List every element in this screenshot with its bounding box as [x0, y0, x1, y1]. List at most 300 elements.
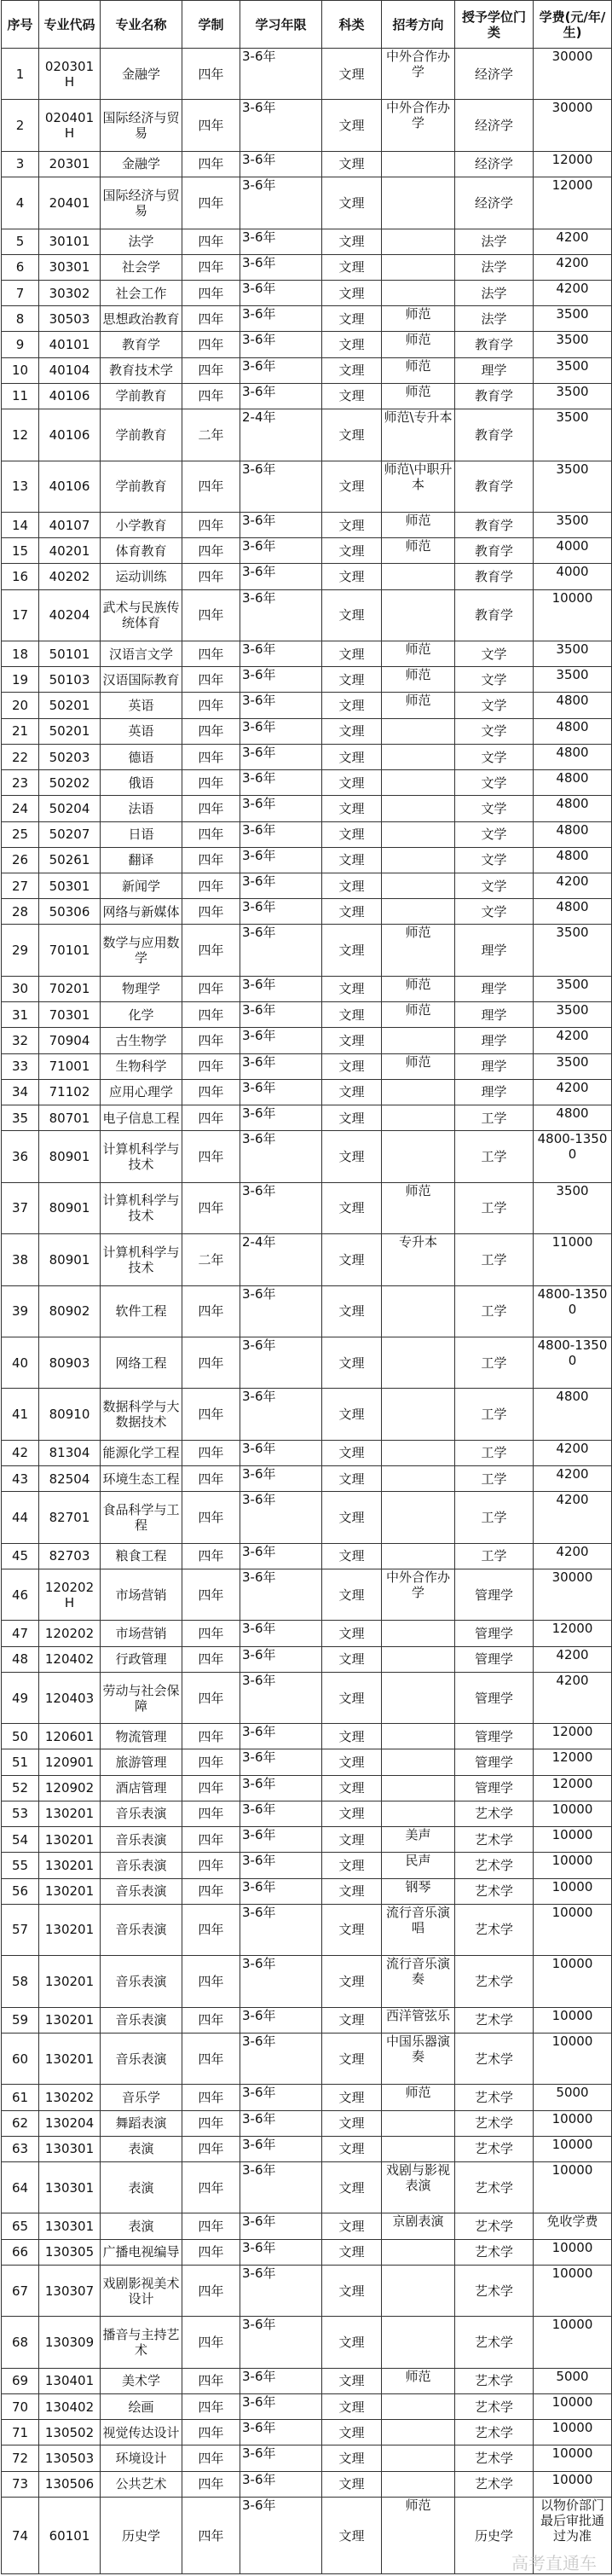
cell-years: 3-6年 — [240, 1672, 322, 1723]
cell-direction: 中外合作办学 — [382, 49, 455, 100]
cell-direction: 师范\中职升本 — [382, 461, 455, 512]
cell-years: 3-6年 — [240, 229, 322, 254]
cell-years: 3-6年 — [240, 2110, 322, 2136]
cell-fee: 10000 — [534, 2317, 612, 2368]
cell-name: 德语 — [101, 744, 182, 769]
table-row — [2, 770, 612, 796]
cell-num: 10 — [2, 357, 39, 383]
cell-category: 艺术学 — [455, 2161, 534, 2213]
cell-name: 运动训练 — [101, 564, 182, 589]
cell-name: 表演 — [101, 2136, 182, 2161]
cell-length: 四年 — [182, 641, 240, 667]
cell-years: 3-6年 — [240, 1492, 322, 1543]
header-length: 学制 — [182, 1, 240, 49]
header-num: 序号 — [2, 1, 39, 49]
cell-length: 四年 — [182, 1028, 240, 1053]
cell-years: 3-6年 — [240, 1182, 322, 1233]
cell-length: 四年 — [182, 2420, 240, 2445]
cell-num: 59 — [2, 2007, 39, 2033]
table-row — [2, 383, 612, 409]
cell-years: 3-6年 — [240, 770, 322, 796]
cell-fee: 30000 — [534, 1569, 612, 1620]
cell-category: 工学 — [455, 1389, 534, 1440]
cell-fee: 4200 — [534, 1646, 612, 1672]
cell-years: 2-4年 — [240, 409, 322, 461]
cell-category: 艺术学 — [455, 2368, 534, 2393]
majors-table — [1, 0, 612, 2574]
cell-category: 教育学 — [455, 332, 534, 357]
cell-fee: 4800 — [534, 693, 612, 718]
cell-direction: 中外合作办学 — [382, 1569, 455, 1620]
table-row — [2, 1853, 612, 1878]
cell-code: 130201 — [39, 1853, 101, 1878]
cell-fee: 4800 — [534, 744, 612, 769]
cell-years: 3-6年 — [240, 2213, 322, 2239]
cell-num: 71 — [2, 2420, 39, 2445]
cell-length: 四年 — [182, 2110, 240, 2136]
cell-subject: 文理 — [322, 1801, 382, 1826]
cell-code: 40106 — [39, 383, 101, 409]
cell-subject: 文理 — [322, 1389, 382, 1440]
cell-direction — [382, 821, 455, 847]
cell-fee: 12000 — [534, 1621, 612, 1646]
cell-direction — [382, 564, 455, 589]
cell-subject: 文理 — [322, 2368, 382, 2393]
cell-num: 9 — [2, 332, 39, 357]
cell-name: 戏剧影视美术设计 — [101, 2265, 182, 2316]
cell-category: 艺术学 — [455, 1956, 534, 2007]
cell-direction — [382, 1724, 455, 1749]
cell-code: 130201 — [39, 1827, 101, 1853]
cell-name: 广播电视编导 — [101, 2239, 182, 2265]
cell-num: 21 — [2, 718, 39, 744]
cell-years: 3-6年 — [240, 1105, 322, 1130]
cell-category: 教育学 — [455, 512, 534, 537]
cell-code: 50202 — [39, 770, 101, 796]
cell-subject: 文理 — [322, 847, 382, 873]
cell-subject: 文理 — [322, 564, 382, 589]
cell-name: 舞蹈表演 — [101, 2110, 182, 2136]
cell-length: 四年 — [182, 1801, 240, 1826]
cell-years: 3-6年 — [240, 899, 322, 925]
cell-subject: 文理 — [322, 1672, 382, 1723]
cell-years: 3-6年 — [240, 2136, 322, 2161]
cell-fee: 3500 — [534, 461, 612, 512]
cell-category: 历史学 — [455, 2497, 534, 2574]
table-row — [2, 280, 612, 305]
cell-category: 管理学 — [455, 1621, 534, 1646]
cell-name: 应用心理学 — [101, 1079, 182, 1105]
cell-code: 130307 — [39, 2265, 101, 2316]
cell-code: 80901 — [39, 1234, 101, 1285]
table-row — [2, 1466, 612, 1492]
cell-subject: 文理 — [322, 2265, 382, 2316]
cell-direction: 师范 — [382, 1002, 455, 1028]
cell-name: 数学与应用数学 — [101, 925, 182, 976]
cell-category: 艺术学 — [455, 1853, 534, 1878]
cell-category: 文学 — [455, 847, 534, 873]
cell-name: 美术学 — [101, 2368, 182, 2393]
cell-category: 管理学 — [455, 1672, 534, 1723]
cell-fee: 10000 — [534, 1827, 612, 1853]
cell-fee: 10000 — [534, 2136, 612, 2161]
cell-direction — [382, 2110, 455, 2136]
cell-length: 四年 — [182, 1337, 240, 1388]
table-row — [2, 2213, 612, 2239]
cell-name: 汉语言文学 — [101, 641, 182, 667]
cell-num: 62 — [2, 2110, 39, 2136]
cell-num: 70 — [2, 2393, 39, 2419]
cell-code: 30101 — [39, 229, 101, 254]
cell-name: 电子信息工程 — [101, 1105, 182, 1130]
cell-length: 四年 — [182, 306, 240, 332]
cell-code: 80903 — [39, 1337, 101, 1388]
cell-category: 理学 — [455, 976, 534, 1001]
cell-direction: 师范 — [382, 1182, 455, 1233]
cell-code: 130204 — [39, 2110, 101, 2136]
table-row — [2, 1569, 612, 1620]
cell-direction — [382, 280, 455, 305]
cell-num: 11 — [2, 383, 39, 409]
cell-category: 文学 — [455, 744, 534, 769]
cell-fee: 4000 — [534, 538, 612, 564]
cell-years: 3-6年 — [240, 1285, 322, 1337]
cell-subject: 文理 — [322, 280, 382, 305]
cell-length: 四年 — [182, 1492, 240, 1543]
cell-subject: 文理 — [322, 899, 382, 925]
cell-num: 48 — [2, 1646, 39, 1672]
header-years: 学习年限 — [240, 1, 322, 49]
cell-category: 工学 — [455, 1182, 534, 1233]
cell-code: 120403 — [39, 1672, 101, 1723]
cell-category: 文学 — [455, 693, 534, 718]
cell-name: 音乐表演 — [101, 2033, 182, 2084]
cell-years: 3-6年 — [240, 512, 322, 537]
watermark: 高考直通车 — [511, 2553, 597, 2573]
cell-direction: 京剧表演 — [382, 2213, 455, 2239]
cell-fee: 4800-13500 — [534, 1131, 612, 1182]
cell-num: 14 — [2, 512, 39, 537]
cell-fee: 4200 — [534, 280, 612, 305]
cell-name: 法语 — [101, 796, 182, 821]
cell-num: 5 — [2, 229, 39, 254]
cell-fee: 10000 — [534, 1853, 612, 1878]
cell-category: 工学 — [455, 1234, 534, 1285]
cell-subject: 文理 — [322, 693, 382, 718]
table-row — [2, 2445, 612, 2471]
cell-subject: 文理 — [322, 1904, 382, 1955]
cell-fee: 4200 — [534, 1672, 612, 1723]
cell-years: 3-6年 — [240, 2085, 322, 2110]
cell-direction — [382, 1543, 455, 1569]
table-row — [2, 1079, 612, 1105]
cell-code: 20401 — [39, 177, 101, 229]
table-row — [2, 512, 612, 537]
cell-subject: 文理 — [322, 1105, 382, 1130]
cell-num: 47 — [2, 1621, 39, 1646]
cell-fee: 4200 — [534, 254, 612, 280]
cell-years: 3-6年 — [240, 1724, 322, 1749]
cell-subject: 文理 — [322, 538, 382, 564]
table-row — [2, 821, 612, 847]
table-row — [2, 100, 612, 151]
cell-num: 45 — [2, 1543, 39, 1569]
cell-subject: 文理 — [322, 1956, 382, 2007]
cell-fee: 10000 — [534, 1801, 612, 1826]
cell-num: 34 — [2, 1079, 39, 1105]
table-row — [2, 2471, 612, 2497]
table-row — [2, 744, 612, 769]
table-row — [2, 1440, 612, 1465]
table-row — [2, 1801, 612, 1826]
cell-length: 二年 — [182, 1234, 240, 1285]
cell-fee: 3500 — [534, 641, 612, 667]
cell-code: 30503 — [39, 306, 101, 332]
cell-category: 艺术学 — [455, 2471, 534, 2497]
cell-subject: 文理 — [322, 1466, 382, 1492]
cell-name: 武术与民族传统体育 — [101, 589, 182, 641]
cell-num: 65 — [2, 2213, 39, 2239]
cell-category: 文学 — [455, 667, 534, 693]
cell-code: 80910 — [39, 1389, 101, 1440]
cell-length: 四年 — [182, 796, 240, 821]
cell-num: 41 — [2, 1389, 39, 1440]
table-row — [2, 2007, 612, 2033]
cell-num: 46 — [2, 1569, 39, 1620]
cell-name: 音乐学 — [101, 2085, 182, 2110]
cell-fee: 3500 — [534, 409, 612, 461]
cell-category: 文学 — [455, 899, 534, 925]
cell-num: 55 — [2, 1853, 39, 1878]
table-row — [2, 1956, 612, 2007]
cell-category: 工学 — [455, 1543, 534, 1569]
table-row — [2, 306, 612, 332]
table-row — [2, 1492, 612, 1543]
cell-length: 四年 — [182, 461, 240, 512]
cell-years: 3-6年 — [240, 1904, 322, 1955]
cell-category: 工学 — [455, 1285, 534, 1337]
cell-fee: 免收学费 — [534, 2213, 612, 2239]
cell-code: 30301 — [39, 254, 101, 280]
cell-code: 50207 — [39, 821, 101, 847]
cell-subject: 文理 — [322, 2161, 382, 2213]
cell-length: 四年 — [182, 1440, 240, 1465]
cell-fee: 3500 — [534, 925, 612, 976]
cell-subject: 文理 — [322, 1131, 382, 1182]
cell-code: 50261 — [39, 847, 101, 873]
cell-fee: 4800 — [534, 718, 612, 744]
cell-years: 3-6年 — [240, 177, 322, 229]
cell-fee: 3500 — [534, 357, 612, 383]
cell-name: 音乐表演 — [101, 1853, 182, 1878]
cell-direction: 流行音乐演唱 — [382, 1904, 455, 1955]
cell-fee: 以物价部门最后审批通过为准 — [534, 2497, 612, 2574]
cell-name: 教育学 — [101, 332, 182, 357]
cell-years: 3-6年 — [240, 2007, 322, 2033]
cell-code: 82703 — [39, 1543, 101, 1569]
cell-subject: 文理 — [322, 1621, 382, 1646]
cell-code: 120901 — [39, 1749, 101, 1775]
cell-category: 教育学 — [455, 383, 534, 409]
cell-direction — [382, 1105, 455, 1130]
cell-direction — [382, 718, 455, 744]
table-row — [2, 1002, 612, 1028]
cell-num: 6 — [2, 254, 39, 280]
cell-years: 3-6年 — [240, 2393, 322, 2419]
cell-fee: 11000 — [534, 1234, 612, 1285]
cell-subject: 文理 — [322, 2420, 382, 2445]
cell-code: 80901 — [39, 1131, 101, 1182]
cell-category: 法学 — [455, 254, 534, 280]
cell-num: 72 — [2, 2445, 39, 2471]
cell-years: 3-6年 — [240, 357, 322, 383]
cell-subject: 文理 — [322, 1853, 382, 1878]
cell-subject: 文理 — [322, 461, 382, 512]
table-row — [2, 873, 612, 899]
cell-category: 文学 — [455, 873, 534, 899]
cell-subject: 文理 — [322, 2033, 382, 2084]
cell-code: 20301 — [39, 151, 101, 177]
cell-subject: 文理 — [322, 49, 382, 100]
cell-direction: 民声 — [382, 1853, 455, 1878]
table-row — [2, 254, 612, 280]
cell-category: 艺术学 — [455, 2085, 534, 2110]
cell-direction: 专升本 — [382, 1234, 455, 1285]
cell-length: 四年 — [182, 229, 240, 254]
cell-name: 视觉传达设计 — [101, 2420, 182, 2445]
cell-code: 120601 — [39, 1724, 101, 1749]
cell-length: 四年 — [182, 100, 240, 151]
header-direction: 招考方向 — [382, 1, 455, 49]
cell-category: 艺术学 — [455, 1827, 534, 1853]
cell-code: 80701 — [39, 1105, 101, 1130]
cell-fee: 3500 — [534, 383, 612, 409]
cell-code: 020401H — [39, 100, 101, 151]
cell-code: 70301 — [39, 1002, 101, 1028]
cell-category: 艺术学 — [455, 2393, 534, 2419]
cell-subject: 文理 — [322, 976, 382, 1001]
cell-name: 物流管理 — [101, 1724, 182, 1749]
cell-length: 四年 — [182, 718, 240, 744]
cell-name: 法学 — [101, 229, 182, 254]
cell-direction — [382, 1466, 455, 1492]
cell-years: 3-6年 — [240, 461, 322, 512]
cell-code: 50201 — [39, 718, 101, 744]
table-row — [2, 1182, 612, 1233]
cell-subject: 文理 — [322, 1002, 382, 1028]
cell-num: 54 — [2, 1827, 39, 1853]
cell-length: 四年 — [182, 693, 240, 718]
cell-length: 四年 — [182, 538, 240, 564]
cell-direction: 中外合作办学 — [382, 100, 455, 151]
cell-category: 艺术学 — [455, 2213, 534, 2239]
cell-years: 3-6年 — [240, 100, 322, 151]
cell-num: 4 — [2, 177, 39, 229]
cell-category: 艺术学 — [455, 2420, 534, 2445]
cell-years: 3-6年 — [240, 1466, 322, 1492]
cell-category: 工学 — [455, 1131, 534, 1182]
cell-code: 80902 — [39, 1285, 101, 1337]
cell-category: 理学 — [455, 1002, 534, 1028]
cell-direction: 戏剧与影视表演 — [382, 2161, 455, 2213]
cell-name: 食品科学与工程 — [101, 1492, 182, 1543]
cell-length: 四年 — [182, 2136, 240, 2161]
cell-name: 环境设计 — [101, 2445, 182, 2471]
table-row — [2, 1543, 612, 1569]
cell-length: 四年 — [182, 2033, 240, 2084]
cell-fee: 4800 — [534, 847, 612, 873]
cell-length: 四年 — [182, 151, 240, 177]
cell-length: 四年 — [182, 1878, 240, 1904]
cell-num: 25 — [2, 821, 39, 847]
cell-years: 3-6年 — [240, 744, 322, 769]
cell-num: 42 — [2, 1440, 39, 1465]
table-row — [2, 1053, 612, 1079]
cell-years: 3-6年 — [240, 1621, 322, 1646]
cell-subject: 文理 — [322, 512, 382, 537]
cell-length: 二年 — [182, 409, 240, 461]
cell-fee: 10000 — [534, 589, 612, 641]
cell-direction — [382, 2471, 455, 2497]
cell-code: 50201 — [39, 693, 101, 718]
cell-code: 82504 — [39, 1466, 101, 1492]
cell-subject: 文理 — [322, 1492, 382, 1543]
cell-code: 40106 — [39, 409, 101, 461]
cell-category: 艺术学 — [455, 2239, 534, 2265]
cell-code: 130502 — [39, 2420, 101, 2445]
cell-category: 教育学 — [455, 538, 534, 564]
cell-length: 四年 — [182, 2161, 240, 2213]
cell-length: 四年 — [182, 1131, 240, 1182]
cell-length: 四年 — [182, 1956, 240, 2007]
cell-name: 公共艺术 — [101, 2471, 182, 2497]
cell-direction — [382, 873, 455, 899]
cell-name: 市场营销 — [101, 1569, 182, 1620]
cell-code: 40202 — [39, 564, 101, 589]
cell-direction — [382, 1801, 455, 1826]
cell-direction: 西洋管弦乐 — [382, 2007, 455, 2033]
cell-code: 130301 — [39, 2136, 101, 2161]
cell-num: 1 — [2, 49, 39, 100]
table-header-row — [2, 1, 612, 49]
cell-length: 四年 — [182, 1904, 240, 1955]
cell-category: 艺术学 — [455, 2007, 534, 2033]
cell-category: 艺术学 — [455, 2445, 534, 2471]
cell-years: 3-6年 — [240, 564, 322, 589]
cell-direction — [382, 2136, 455, 2161]
cell-direction — [382, 151, 455, 177]
cell-direction — [382, 589, 455, 641]
cell-subject: 文理 — [322, 925, 382, 976]
cell-fee: 3500 — [534, 976, 612, 1001]
cell-name: 旅游管理 — [101, 1749, 182, 1775]
cell-direction — [382, 2265, 455, 2316]
cell-num: 7 — [2, 280, 39, 305]
cell-code: 130301 — [39, 2213, 101, 2239]
cell-name: 劳动与社会保障 — [101, 1672, 182, 1723]
cell-num: 22 — [2, 744, 39, 769]
cell-num: 23 — [2, 770, 39, 796]
cell-subject: 文理 — [322, 2085, 382, 2110]
cell-code: 71102 — [39, 1079, 101, 1105]
cell-length: 四年 — [182, 564, 240, 589]
cell-years: 3-6年 — [240, 976, 322, 1001]
cell-fee: 4200 — [534, 1440, 612, 1465]
cell-code: 71001 — [39, 1053, 101, 1079]
cell-direction: 中国乐器演奏 — [382, 2033, 455, 2084]
cell-subject: 文理 — [322, 2110, 382, 2136]
cell-length: 四年 — [182, 1389, 240, 1440]
